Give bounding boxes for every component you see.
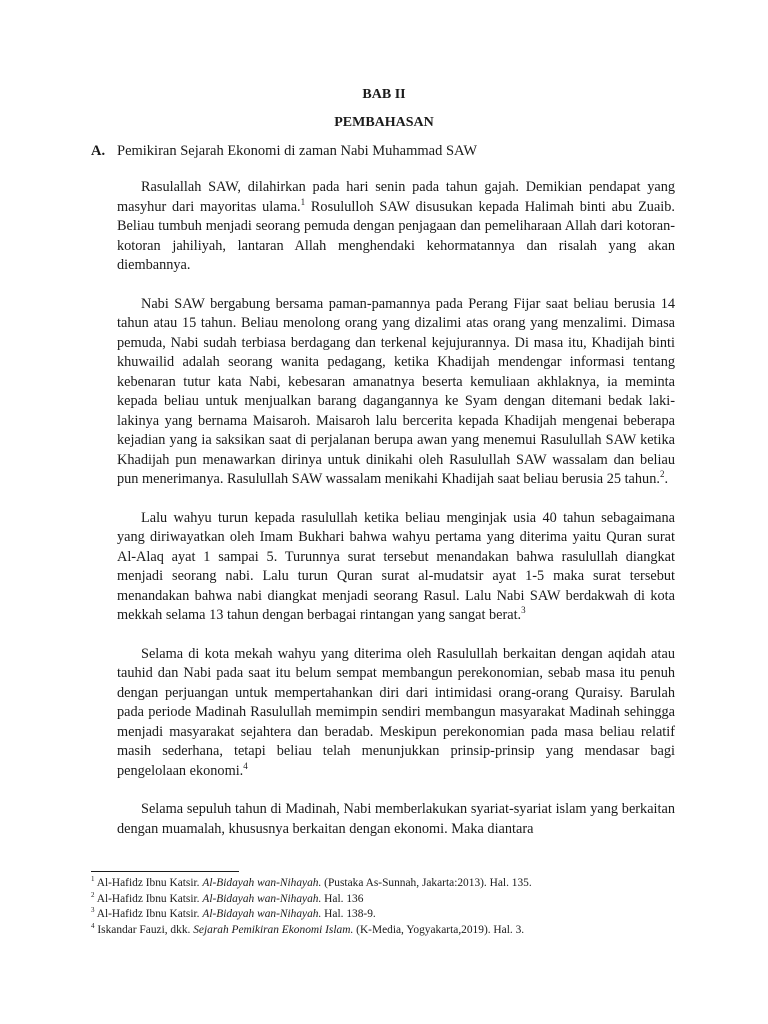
paragraph [117,645,675,782]
section-letter: A. [91,143,106,159]
body-text [117,178,675,858]
chapter-title: PEMBAHASAN [334,115,434,130]
footnote-number: 3 [91,906,95,915]
paragraph-text-tail: Rosululloh SAW disusukan kepada Halimah binti abu Zuaib. Beliau tumbuh menjadi seorang pemuda dengan penjagaan dan pemeliharaan Allah dari kotoran-kotoran jahiliyah, lantaran Allah menghendaki kehormatannya dan risalah yang akan diembannya. [117,198,675,273]
footnote-item [91,876,691,892]
footnote-detail: (K-Media, Yogyakarta,2019). Hal. 3. [353,923,525,936]
footnote-ref: 3 [521,605,526,616]
footnote-detail: (Pustaka As-Sunnah, Jakarta:2013). Hal. 135. [321,877,532,889]
footnote-detail: Hal. 136 [321,892,364,905]
footnote-author: Al-Hafidz Ibnu Katsir. [96,892,203,905]
paragraph-text: Nabi SAW bergabung bersama paman-pamannya pada Perang Fijar saat beliau berusia 14 tahun atau 15 tahun. Beliau menolong orang yang dizalimi atas orang yang menzalimi. Dimasa pemuda, Nabi sudah terbiasa berdagang dan terkenal kejujurannya. Di masa itu, Khadijah binti khuwailid adalah seorang wanita pedagang, ketika Khadijah mendengar informasi tentang kebenaran tutur kata Nabi, kebesaran amanatnya beserta kemuliaan akhlaknya, ia meminta kepada beliau untuk menjualkan barang dagangannya ke Syam dengan ditemani bedak laki-lakinya yang bernama Maisaroh. Maisaroh lalu bercerita kepada Khadijah mengenai beberapa kejadian yang ia saksikan saat di perjalanan berupa awan yang menemui Rasulullah SAW ketika Khadijah pun menawarkan dirinya untuk dinikahi oleh Rasulullah SAW wassalam dan beliau pun menerimanya. Rasulullah SAW wassalam menikahi Khadijah saat beliau berusia 25 tahun. [117,295,675,487]
footnote-title: Al-Bidayah wan-Nihayah. [202,877,322,889]
paragraph-text: Selama sepuluh tahun di Madinah, Nabi memberlakukan syariat-syariat islam yang berkaitan dengan muamalah, khususnya berkaitan dengan ekonomi. Maka diantara [117,801,675,837]
footnote-ref: 2 [659,469,665,480]
paragraph-text: Selama di kota mekah wahyu yang diterima oleh Rasulullah berkaitan dengan aqidah atau tauhid dan Nabi pada saat itu belum sempat membangun perekonomian, sebab masa itu penuh dengan perjuangan untuk mempertahankan diri dari intimidasi orang-orang Quraisy. Barulah pada periode Madinah Rasulullah memimpin sendiri membangun masyarakat Madinah sehingga menjadi masyarakat sejahtera dan beradab. Meskipun perekonomian pada masa beliau relatif masih sederhana, tetapi beliau telah menunjukkan prinsip-prinsip yang mendasar bagi pengelolaan ekonomi. [117,645,675,779]
footnote-item [91,892,691,908]
paragraph [117,178,675,276]
footnote-author: Al-Hafidz Ibnu Katsir. [96,908,203,920]
footnote-title: Al-Bidayah wan-Nihayah. [202,908,322,920]
footnote-item [91,923,691,939]
footnote-separator [91,871,239,872]
footnote-item [91,907,691,923]
footnote-title: Sejarah Pemikiran Ekonomi Islam. [193,923,354,936]
paragraph [117,295,675,490]
section-title: Pemikiran Sejarah Ekonomi di zaman Nabi Muhammad SAW [117,143,478,159]
footnote-author: Al-Hafidz Ibnu Katsir. [96,877,203,889]
footnote-ref: 4 [243,760,248,771]
footnotes [91,876,691,938]
footnote-number: 2 [91,890,95,899]
chapter-number: BAB II [362,87,406,102]
footnote-number: 1 [91,875,95,884]
section-heading [91,143,477,160]
paragraph [117,509,675,626]
footnote-author: Iskandar Fauzi, dkk. [97,923,194,936]
paragraph-text: Lalu wahyu turun kepada rasulullah ketika beliau menginjak usia 40 tahun sebagaimana yang diriwayatkan oleh Imam Bukhari bahwa wahyu pertama yang diterima yaitu Quran surat Al-Alaq ayat 1 sampai 5. Turunnya surat tersebut menandakan bahwa rasulullah diangkat menjadi seorang nabi. Lalu turun Quran surat al-mudatsir ayat 1-5 maka surat tersebut menandakan bahwa nabi diangkat menjadi seorang Rasul. Lalu Nabi SAW berdakwah di kota mekkah selama 13 tahun dengan berbagai rintangan yang sangat berat. [117,509,675,623]
paragraph [117,800,675,839]
footnote-ref: 1 [300,196,306,207]
footnote-number: 4 [91,921,95,930]
footnote-title: Al-Bidayah wan-Nihayah. [202,892,322,905]
paragraph-text-tail: . [664,471,669,487]
footnote-detail: Hal. 138-9. [321,908,376,920]
paragraph-text: Rasulallah SAW, dilahirkan pada hari senin pada tahun gajah. Demikian pendapat yang masyhur dari mayoritas ulama. [117,179,675,215]
